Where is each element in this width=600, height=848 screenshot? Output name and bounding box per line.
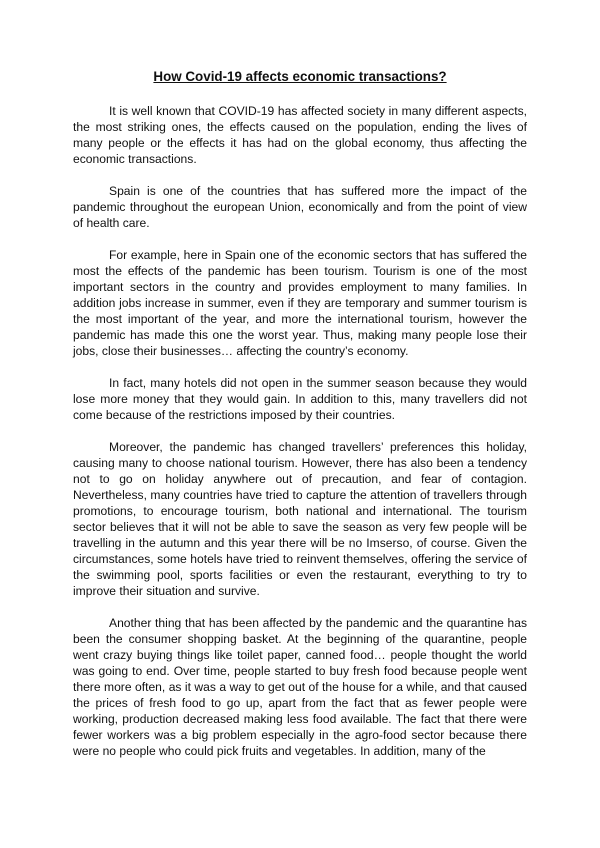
paragraph-travellers: Moreover, the pandemic has changed travellers’ preferences this holiday, causing many to choose national tourism. However, there has also been a tendency not to go on holiday anywhere out of precaution, and fear of contagion. Nevertheless, many countries have tried to capture the attention of travellers through promotions, to encourage tourism, both national and international. The tourism sector believes that it will not be able to save the season as very few people will be travelling in the autumn and this year there will be no Imserso, of course. Given the circumstances, some hotels have tried to reinvent themselves, offering the service of the swimming pool, sports facilities or even the restaurant, everything to try to improve their situation and survive. <box>73 440 527 598</box>
document-page <box>73 68 527 775</box>
document-title: How Covid-19 affects economic transactions? <box>153 69 447 84</box>
paragraph-tourism: For example, here in Spain one of the economic sectors that has suffered the most the effects of the pandemic has been tourism. Tourism is one of the most important sectors in the country and provides employment to many families. In addition jobs increase in summer, even if they are temporary and summer tourism is the most important of the year, and more the international tourism, however the pandemic has made this one the worst year. Thus, making many people lose their jobs, close their businesses… affecting the country’s economy. <box>73 248 527 358</box>
paragraph-intro: It is well known that COVID-19 has affected society in many different aspects, the most striking ones, the effects caused on the population, ending the lives of many people or the effects it has had on the global economy, thus affecting the economic transactions. <box>73 104 527 166</box>
paragraph-spain: Spain is one of the countries that has suffered more the impact of the pandemic throughout the european Union, economically and from the point of view of health care. <box>73 184 527 230</box>
paragraph-hotels: In fact, many hotels did not open in the summer season because they would lose more money that they would gain. In addition to this, many travellers did not come because of the restrictions imposed by their countries. <box>73 376 527 422</box>
paragraph-shopping-basket: Another thing that has been affected by the pandemic and the quarantine has been the consumer shopping basket. At the beginning of the quarantine, people went crazy buying things like toilet paper, canned food… people thought the world was going to end. Over time, people started to buy fresh food because people went there more often, as it was a way to get out of the house for a while, and that caused the prices of fresh food to go up, apart from the fact that as fewer people were working, production decreased making less food available. The fact that there were fewer workers was a big problem especially in the agro-food sector because there were no people who could pick fruits and vegetables. In addition, many of the <box>73 616 527 758</box>
